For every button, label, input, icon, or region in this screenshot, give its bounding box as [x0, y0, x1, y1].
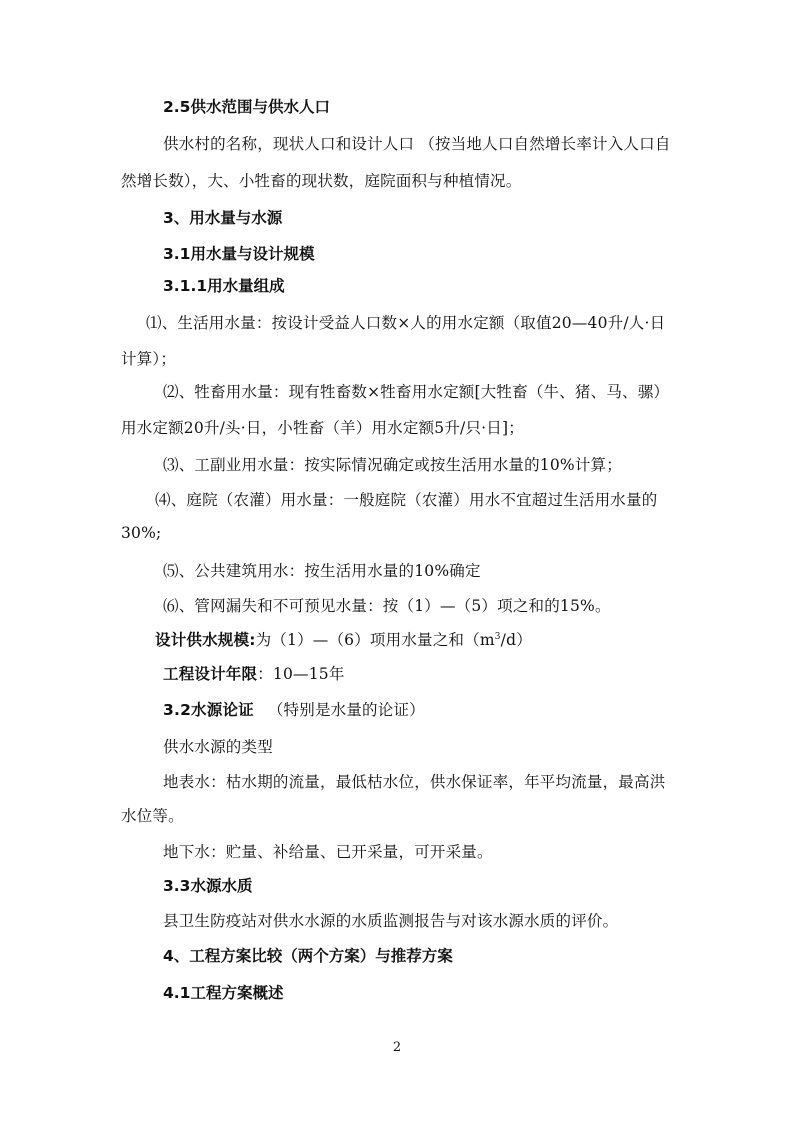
list-item-4-cont: 30%;	[121, 524, 162, 542]
list-item-2: ⑵、牲畜用水量：现有牲畜数×牲畜用水定额[大牲畜（牛、猪、马、骡）	[163, 383, 670, 401]
paragraph-line: 水位等。	[121, 807, 184, 825]
page-number: 2	[392, 1040, 402, 1055]
section-heading-3: 3、用水量与水源	[163, 209, 283, 227]
paragraph-line: 然增长数），大、小牲畜的现状数，庭院面积与种植情况。	[121, 172, 522, 190]
list-item-2-cont: 用水定额20升/头·日，小牲畜（羊）用水定额5升/只·日]；	[121, 419, 524, 437]
section-heading-2-5: 2.5供水范围与供水人口	[163, 98, 330, 116]
section-heading-3-2-line	[163, 700, 425, 720]
section-heading-3-1: 3.1用水量与设计规模	[163, 245, 315, 263]
paragraph-line: 县卫生防疫站对供水水源的水质监测报告与对该水源水质的评价。	[163, 912, 619, 930]
paragraph-line: 地表水：枯水期的流量，最低枯水位，供水保证率，年平均流量，最高洪	[163, 773, 666, 791]
list-item-4: ⑷、庭院（农灌）用水量：一般庭院（农灌）用水不宜超过生活用水量的	[155, 491, 658, 509]
section-heading-3-2: 3.2水源论证	[163, 701, 254, 719]
paragraph-line: 供水村的名称，现状人口和设计人口 （按当地人口自然增长率计入人口自	[163, 135, 671, 153]
design-years-text: ：10—15年	[257, 665, 345, 683]
design-years-line	[163, 664, 345, 684]
list-item-6: ⑹、管网漏失和不可预见水量：按（1）—（5）项之和的15%。	[163, 597, 611, 615]
paragraph-line: 供水水源的类型	[163, 738, 273, 756]
design-scale-line	[155, 630, 532, 650]
cubic-superscript: 3	[494, 631, 501, 642]
section-heading-4-1: 4.1工程方案概述	[163, 984, 284, 1002]
section-heading-4: 4、工程方案比较（两个方案）与推荐方案	[163, 947, 453, 965]
list-item-5: ⑸、公共建筑用水：按生活用水量的10%确定	[163, 562, 481, 580]
design-years-label: 工程设计年限	[163, 665, 258, 683]
list-item-1-cont: 计算）；	[121, 350, 177, 368]
design-scale-text: 为（1）—（6）项用水量之和（m	[255, 631, 495, 649]
section-heading-3-3: 3.3水源水质	[163, 877, 253, 895]
design-scale-tail: /d）	[500, 631, 532, 649]
list-item-1: ⑴、生活用水量：按设计受益人口数×人的用水定额（取值20—40升/人·日	[146, 314, 666, 332]
list-item-3: ⑶、工副业用水量：按实际情况确定或按生活用水量的10%计算；	[163, 456, 622, 474]
design-scale-label: 设计供水规模:	[155, 631, 256, 649]
section-heading-3-1-1: 3.1.1用水量组成	[163, 277, 285, 295]
paragraph-line: 地下水：贮量、补给量、已开采量，可开采量。	[163, 843, 493, 861]
section-heading-3-2-note: （特别是水量的论证）	[267, 701, 425, 719]
